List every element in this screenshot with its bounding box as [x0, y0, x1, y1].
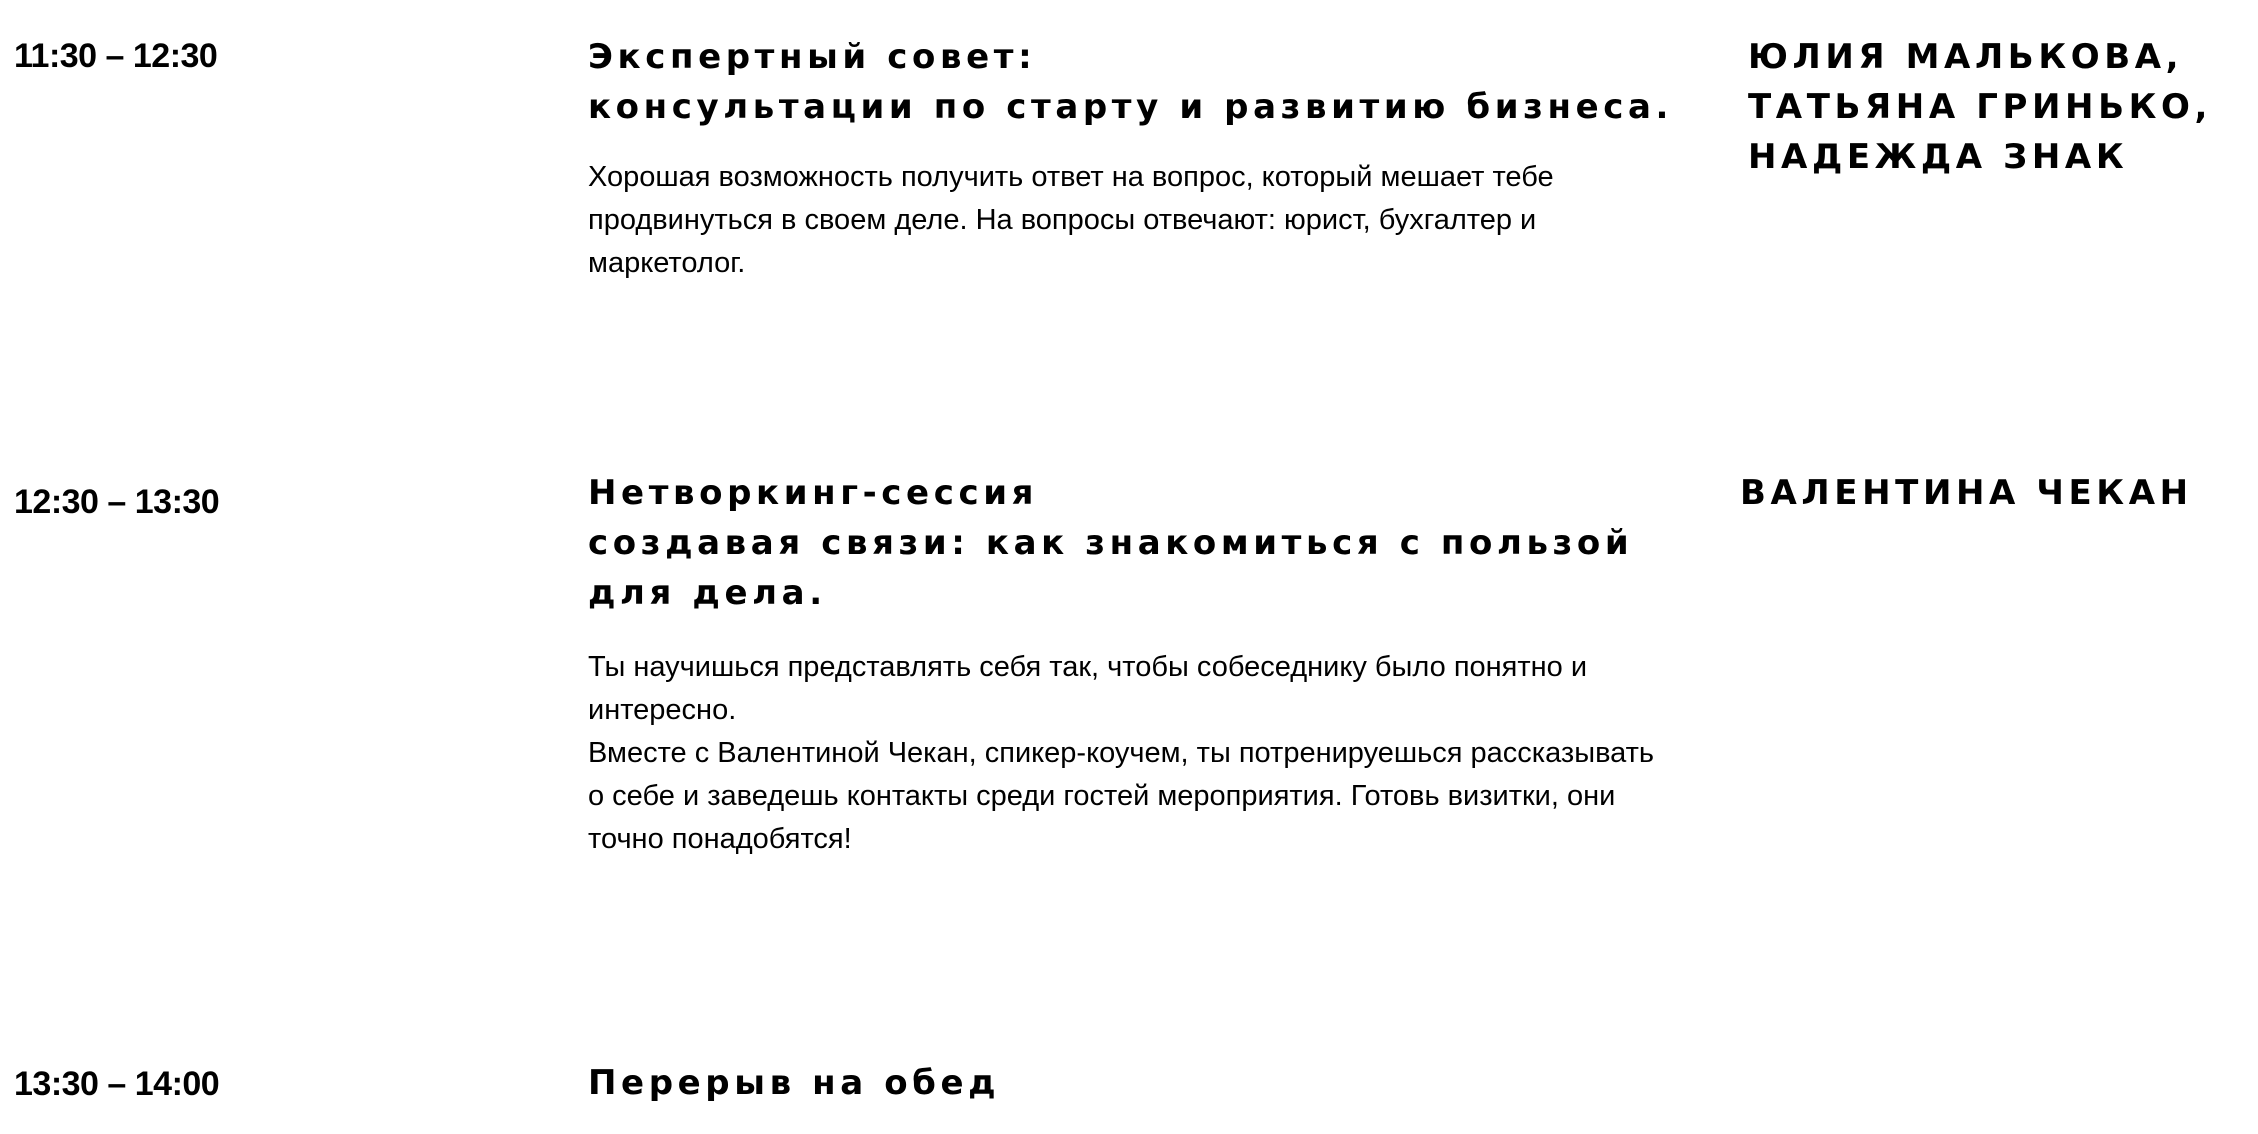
session-description-line: маркетолог.: [588, 247, 746, 279]
session-title-line: для дела.: [588, 573, 827, 613]
speaker-name: НАДЕЖДА ЗНАК: [1748, 137, 2129, 177]
session-title-line: создавая связи: как знакомиться с пользой: [588, 523, 1634, 563]
session-title-line: Нетворкинг-сессия: [588, 473, 1039, 513]
session-speakers: [1740, 468, 2193, 518]
session-content: [588, 32, 1708, 285]
session-description: [588, 646, 1708, 861]
session-speakers: [1748, 32, 2212, 182]
session-title: [588, 468, 1708, 618]
session-description-line: Вместе с Валентиной Чекан, спикер-коучем, ты потренируешься рассказывать: [588, 737, 1655, 769]
session-description-line: Ты научишься представлять себя так, чтобы собеседнику было понятно и: [588, 651, 1588, 683]
session-description-line: о себе и заведешь контакты среди гостей мероприятия. Готовь визитки, они: [588, 780, 1616, 812]
session-title-line: Экспертный совет:: [588, 37, 1037, 77]
session-description: [588, 156, 1708, 285]
session-content: [588, 1058, 1708, 1108]
session-description-line: точно понадобятся!: [588, 823, 852, 855]
speaker-name: ЮЛИЯ МАЛЬКОВА,: [1748, 37, 2184, 77]
session-description-line: продвинуться в своем деле. На вопросы отвечают: юрист, бухгалтер и: [588, 204, 1537, 236]
session-time: 12:30 – 13:30: [14, 483, 220, 521]
session-title: [588, 32, 1708, 132]
session-description-line: Хорошая возможность получить ответ на вопрос, который мешает тебе: [588, 161, 1554, 193]
session-description-line: интересно.: [588, 694, 737, 726]
session-time: 11:30 – 12:30: [14, 37, 218, 75]
speaker-name: ВАЛЕНТИНА ЧЕКАН: [1740, 473, 2193, 513]
session-title-line: консультации по старту и развитию бизнеса.: [588, 87, 1674, 127]
speaker-name: ТАТЬЯНА ГРИНЬКО,: [1748, 87, 2213, 127]
session-title: [588, 1058, 1708, 1108]
session-content: [588, 468, 1708, 861]
session-time: 13:30 – 14:00: [14, 1065, 220, 1103]
session-title-line: Перерыв на обед: [588, 1063, 1001, 1103]
